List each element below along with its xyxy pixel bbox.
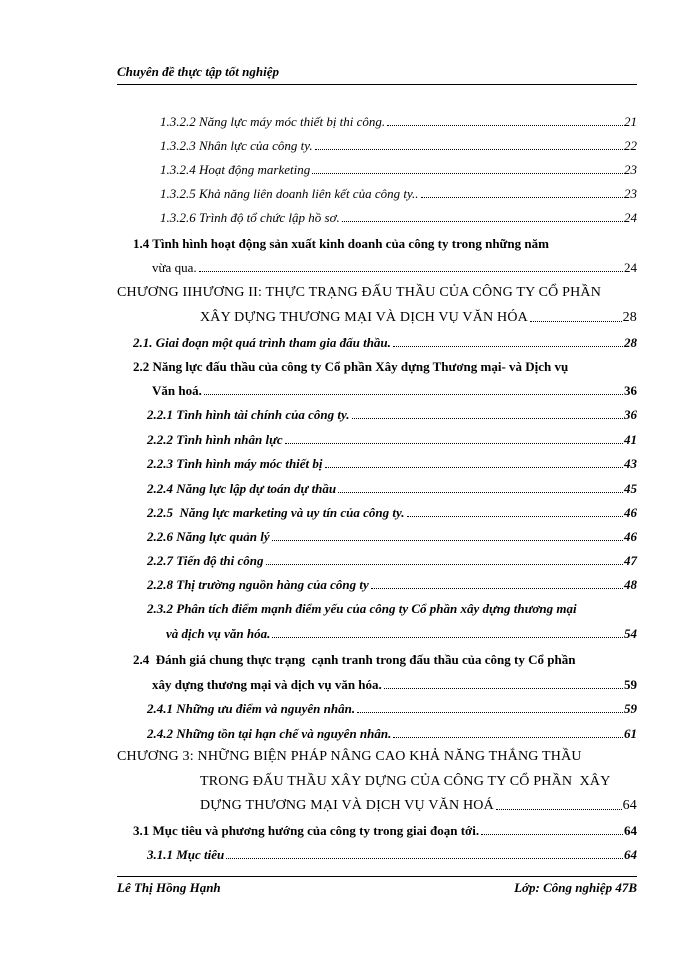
dot-leader [352,418,623,419]
toc-page-number: 24 [624,210,637,225]
toc-entry-2-2-3[interactable]: 2.2.3 Tình hình máy móc thiết bị 43 [147,456,637,471]
toc-entry-2-4-1[interactable]: 2.4.1 Những ưu điểm và nguyên nhân. 59 [147,701,637,716]
dot-leader [315,149,623,150]
dot-leader [496,809,622,810]
toc-entry-2-2-cont[interactable]: Văn hoá. 36 [152,383,637,398]
toc-chapter-2-cont[interactable]: XÂY DỰNG THƯƠNG MẠI VÀ DỊCH VỤ VĂN HÓA 28 [200,310,637,325]
dot-leader [384,688,623,689]
toc-page-number: 64 [624,823,637,838]
toc-page-number: 59 [624,701,637,716]
toc-page-number: 41 [624,432,637,447]
dot-leader [407,516,623,517]
dot-leader [530,321,622,322]
toc-page-number: 23 [624,186,637,201]
dot-leader [387,125,623,126]
dot-leader [393,346,623,347]
toc-entry-2-4[interactable]: 2.4 Đánh giá chung thực trạng cạnh tranh trong đấu thầu của công ty Cổ phần [133,652,576,667]
toc-page-number: 43 [624,456,637,471]
toc-chapter-2[interactable]: CHƯƠNG IIHƯƠNG II: THỰC TRẠNG ĐẤU THẦU CỦA CÔNG TY CỔ PHẦN [117,285,602,300]
dot-leader [421,197,623,198]
toc-chapter-3-cont[interactable]: TRONG ĐẤU THẦU XÂY DỰNG CỦA CÔNG TY CỔ PHẦN XÂY [200,774,611,789]
toc-entry-3-1-1[interactable]: 3.1.1 Mục tiêu 64 [147,847,637,862]
toc-entry-1-3-2-4[interactable]: 1.3.2.4 Hoạt động marketing 23 [160,162,637,177]
toc-page-number: 28 [622,310,637,325]
toc-page-number: 54 [624,626,637,641]
toc-entry-2-2-2[interactable]: 2.2.2 Tình hình nhân lực 41 [147,432,637,447]
toc-entry-1-4[interactable]: 1.4 Tình hình hoạt động sản xuất kinh doanh của công ty trong những năm [133,236,549,251]
toc-page-number: 59 [624,677,637,692]
toc-entry-3-1[interactable]: 3.1 Mục tiêu và phương hướng của công ty trong giai đoạn tới. 64 [133,823,637,838]
toc-entry-2-2-5[interactable]: 2.2.5 Năng lực marketing và uy tín của công ty. 46 [147,505,637,520]
dot-leader [272,540,623,541]
toc-entry-2-2-1[interactable]: 2.2.1 Tình hình tài chính của công ty. 36 [147,407,637,422]
toc-entry-1-4-cont[interactable]: vừa qua. 24 [152,260,637,275]
page-header-title: Chuyên đề thực tập tốt nghiệp [117,64,279,79]
toc-page-number: 46 [624,505,637,520]
toc-entry-2-2-7[interactable]: 2.2.7 Tiến độ thi công 47 [147,553,637,568]
header-rule [117,84,637,85]
toc-page-number: 21 [624,114,637,129]
dot-leader [325,467,623,468]
dot-leader [371,588,623,589]
toc-entry-2-4-cont[interactable]: xây dựng thương mại và dịch vụ văn hóa. 59 [152,677,637,692]
toc-page-number: 48 [624,577,637,592]
toc-page-number: 47 [624,553,637,568]
toc-page-number: 24 [624,260,637,275]
toc-entry-2-2-4[interactable]: 2.2.4 Năng lực lập dự toán dự thầu 45 [147,481,637,496]
footer-author: Lê Thị Hồng Hạnh [117,880,221,895]
toc-page-number: 46 [624,529,637,544]
toc-entry-2-2-8[interactable]: 2.2.8 Thị trường nguồn hàng của công ty 48 [147,577,637,592]
dot-leader [342,221,623,222]
dot-leader [266,564,623,565]
toc-entry-2-2[interactable]: 2.2 Năng lực đấu thầu của công ty Cổ phần Xây dựng Thương mại- và Dịch vụ [133,359,569,374]
dot-leader [338,492,623,493]
dot-leader [272,637,623,638]
dot-leader [285,443,623,444]
toc-page-number: 61 [624,726,637,741]
dot-leader [357,712,623,713]
dot-leader [199,271,623,272]
toc-page-number: 64 [624,847,637,862]
toc-entry-2-4-2[interactable]: 2.4.2 Những tồn tại hạn chế và nguyên nhân. 61 [147,726,637,741]
toc-page-number: 36 [624,407,637,422]
toc-entry-1-3-2-6[interactable]: 1.3.2.6 Trình độ tổ chức lập hồ sơ. 24 [160,210,637,225]
toc-page-number: 22 [624,138,637,153]
dot-leader [312,173,623,174]
toc-entry-2-1[interactable]: 2.1. Giai đoạn một quá trình tham gia đấu thầu. 28 [133,335,637,350]
toc-chapter-3[interactable]: CHƯƠNG 3: NHỮNG BIỆN PHÁP NÂNG CAO KHẢ NĂNG THẮNG THẦU [117,749,582,764]
toc-chapter-3-cont2[interactable]: DỰNG THƯƠNG MẠI VÀ DỊCH VỤ VĂN HOÁ 64 [200,798,637,813]
dot-leader [204,394,623,395]
dot-leader [393,737,623,738]
toc-entry-2-3-2-cont[interactable]: và dịch vụ văn hóa. 54 [166,626,637,641]
toc-page-number: 45 [624,481,637,496]
toc-entry-1-3-2-3[interactable]: 1.3.2.3 Nhân lực của công ty. 22 [160,138,637,153]
footer-rule [117,876,637,877]
toc-page-number: 28 [624,335,637,350]
toc-entry-2-2-6[interactable]: 2.2.6 Năng lực quản lý 46 [147,529,637,544]
toc-page-number: 36 [624,383,637,398]
dot-leader [481,834,623,835]
toc-page-number: 23 [624,162,637,177]
toc-page-number: 64 [622,798,637,813]
footer-class: Lớp: Công nghiệp 47B [514,880,637,895]
dot-leader [226,858,623,859]
toc-entry-2-3-2[interactable]: 2.3.2 Phân tích điểm mạnh điểm yếu của công ty Cổ phần xây dựng thương mại [147,601,577,616]
toc-entry-1-3-2-5[interactable]: 1.3.2.5 Khả năng liên doanh liên kết của công ty.. 23 [160,186,637,201]
toc-entry-1-3-2-2[interactable]: 1.3.2.2 Năng lực máy móc thiết bị thi công. 21 [160,114,637,129]
